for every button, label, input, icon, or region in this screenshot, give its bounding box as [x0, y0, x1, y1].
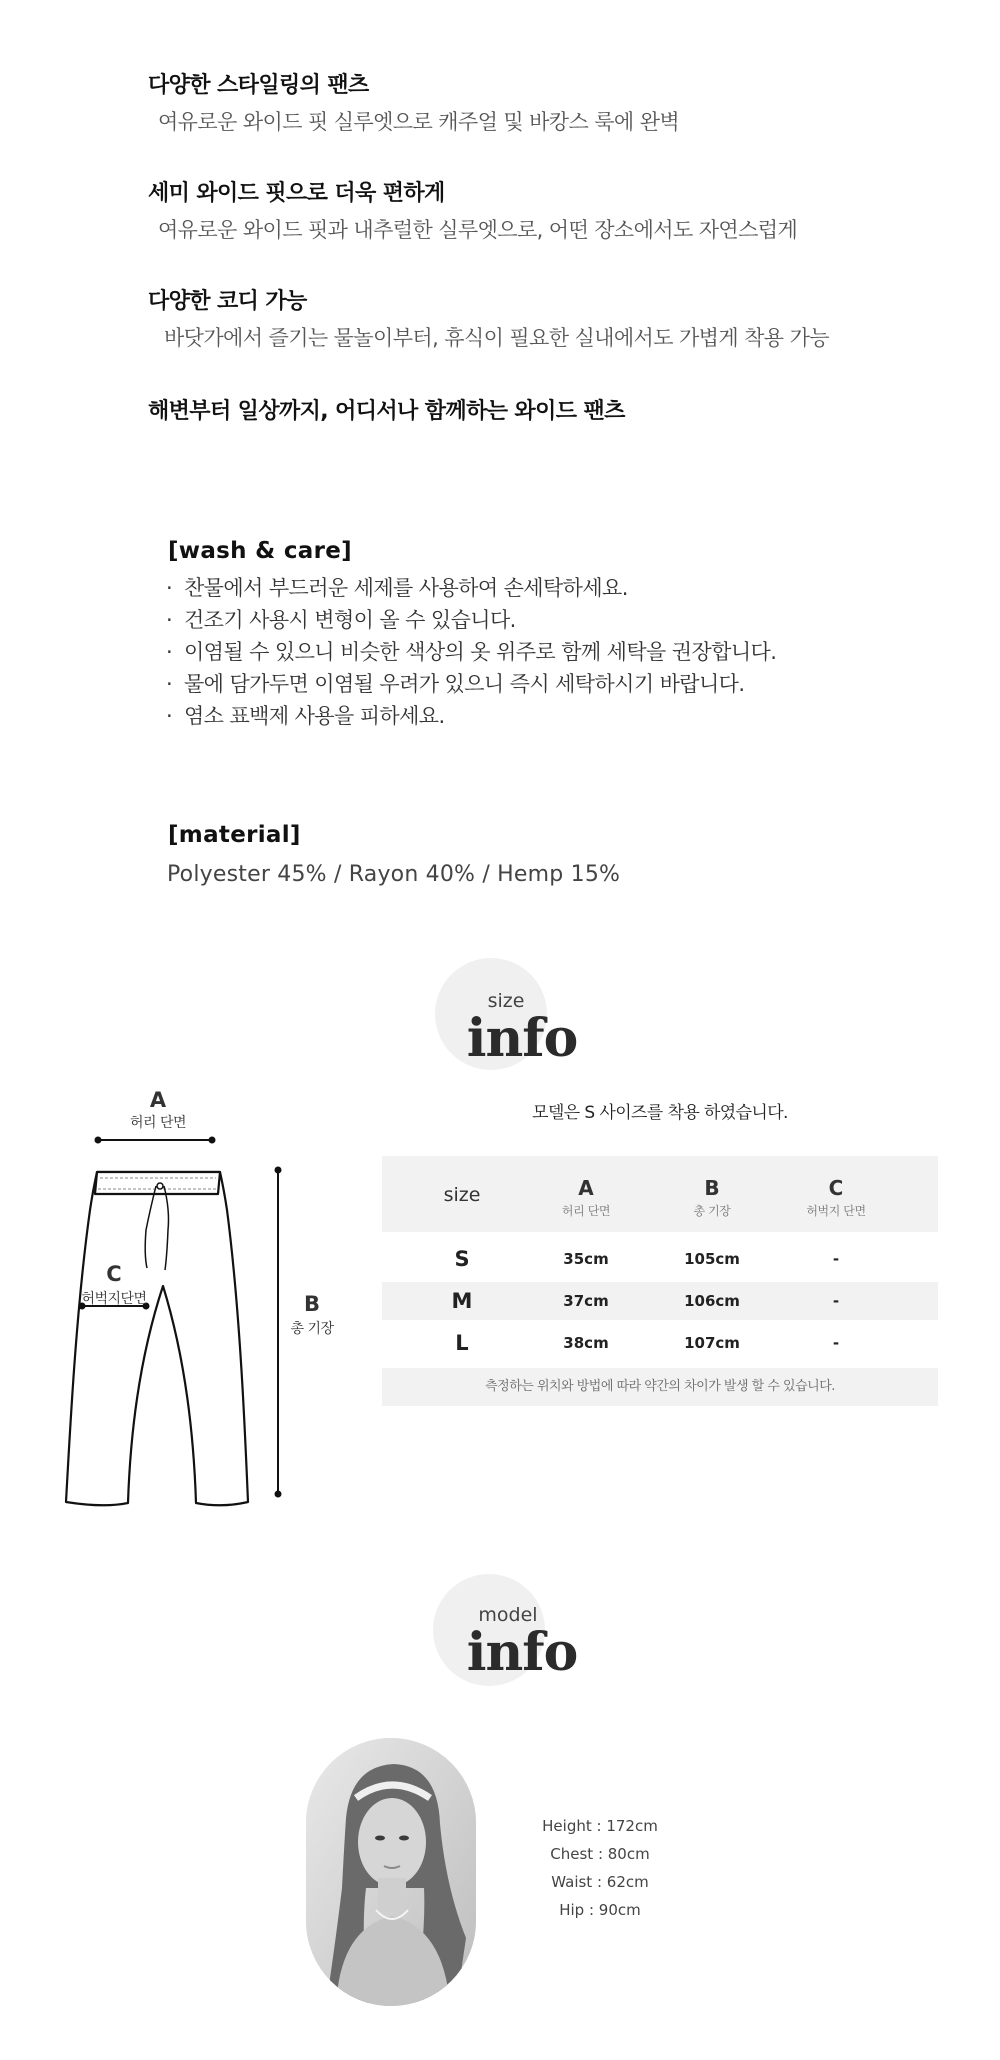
care-item: [166, 700, 776, 732]
care-item: [166, 636, 776, 668]
feature-desc-2: 여유로운 와이드 핏과 내추럴한 실루엣으로, 어떤 장소에서도 자연스럽게: [158, 218, 798, 242]
size-note: 모델은 S 사이즈를 착용 하였습니다.: [532, 1103, 788, 1123]
feature-desc-3: 바닷가에서 즐기는 물놀이부터, 휴식이 필요한 실내에서도 가볍게 착용 가능: [164, 326, 829, 350]
bullet: ·: [166, 704, 173, 728]
wash-care-heading: [wash & care]: [168, 538, 352, 564]
waist-measure-line: [95, 1137, 216, 1144]
diagram-c-label: 허벅지단면: [81, 1291, 147, 1307]
care-item-text: 건조기 사용시 변형이 올 수 있습니다.: [184, 608, 516, 632]
feature-title-1: 다양한 스타일링의 팬츠: [148, 73, 369, 98]
bullet: ·: [166, 608, 173, 632]
size-table-header: [382, 1156, 938, 1232]
model-portrait-illustration: [306, 1738, 476, 2006]
table-row: [382, 1324, 938, 1362]
size-table-footnote: 측정하는 위치와 방법에 따라 약간의 차이가 발생 할 수 있습니다.: [382, 1368, 938, 1406]
row-c: -: [832, 1334, 840, 1352]
header-col-letter: B: [704, 1176, 720, 1200]
care-item: [166, 604, 776, 636]
model-height: Height : 172cm: [542, 1817, 658, 1835]
model-hip: Hip : 90cm: [559, 1901, 641, 1919]
model-info-small-label: model: [478, 1604, 538, 1626]
material-text: Polyester 45% / Rayon 40% / Hemp 15%: [167, 862, 621, 887]
feature-desc-1: 여유로운 와이드 핏 실루엣으로 캐주얼 및 바캉스 룩에 완벽: [158, 110, 680, 134]
feature-title-3: 다양한 코디 가능: [148, 289, 307, 314]
care-item: [166, 572, 776, 604]
pants-outline: [66, 1172, 248, 1505]
size-info-small-label: size: [487, 990, 525, 1012]
row-a: 38cm: [563, 1334, 609, 1352]
table-row: [382, 1240, 938, 1278]
model-photo: [306, 1738, 476, 2006]
header-col-letter: A: [578, 1176, 594, 1200]
care-item-text: 물에 담가두면 이염될 우려가 있으니 즉시 세탁하시기 바랍니다.: [184, 672, 745, 696]
model-waist: Waist : 62cm: [551, 1873, 649, 1891]
row-c: -: [832, 1250, 840, 1268]
header-col-label: 허벅지 단면: [806, 1204, 866, 1218]
row-size: S: [454, 1247, 470, 1271]
row-b: 107cm: [684, 1334, 740, 1352]
material-heading: [material]: [168, 822, 301, 848]
model-chest: Chest : 80cm: [550, 1845, 650, 1863]
feature-closing: 해변부터 일상까지, 어디서나 함께하는 와이드 팬츠: [148, 399, 625, 424]
row-a: 35cm: [563, 1250, 609, 1268]
bullet: ·: [166, 672, 173, 696]
row-c: -: [832, 1292, 840, 1310]
model-stats: [520, 1812, 680, 1924]
care-item-text: 찬물에서 부드러운 세제를 사용하여 손세탁하세요.: [184, 576, 628, 600]
size-info-big-label: info: [466, 1008, 578, 1069]
diagram-b-label: 총 기장: [290, 1321, 334, 1337]
care-item: [166, 668, 776, 700]
care-item-text: 염소 표백제 사용을 피하세요.: [184, 704, 445, 728]
wash-care-list: [166, 572, 776, 732]
size-table: [382, 1156, 938, 1412]
bullet: ·: [166, 576, 173, 600]
row-size: M: [451, 1289, 473, 1313]
header-col-letter: C: [828, 1176, 844, 1200]
header-size: size: [443, 1184, 481, 1206]
model-info-big-label: info: [466, 1622, 578, 1683]
header-col-a: [546, 1176, 626, 1219]
care-item-text: 이염될 수 있으니 비슷한 색상의 옷 위주로 함께 세탁을 권장합니다.: [184, 640, 777, 664]
row-a: 37cm: [563, 1292, 609, 1310]
feature-title-2: 세미 와이드 핏으로 더욱 편하게: [148, 181, 445, 206]
header-col-label: 허리 단면: [561, 1204, 611, 1218]
row-b: 106cm: [684, 1292, 740, 1310]
diagram-c-letter: C: [106, 1262, 122, 1286]
header-col-c: [786, 1176, 886, 1219]
header-col-b: [672, 1176, 752, 1219]
row-b: 105cm: [684, 1250, 740, 1268]
diagram-b-letter: B: [303, 1292, 320, 1316]
bullet: ·: [166, 640, 173, 664]
header-col-label: 총 기장: [693, 1204, 731, 1218]
row-size: L: [455, 1331, 469, 1355]
diagram-a-label: 허리 단면: [129, 1115, 187, 1131]
diagram-a-letter: A: [149, 1088, 167, 1112]
table-row: [382, 1282, 938, 1320]
